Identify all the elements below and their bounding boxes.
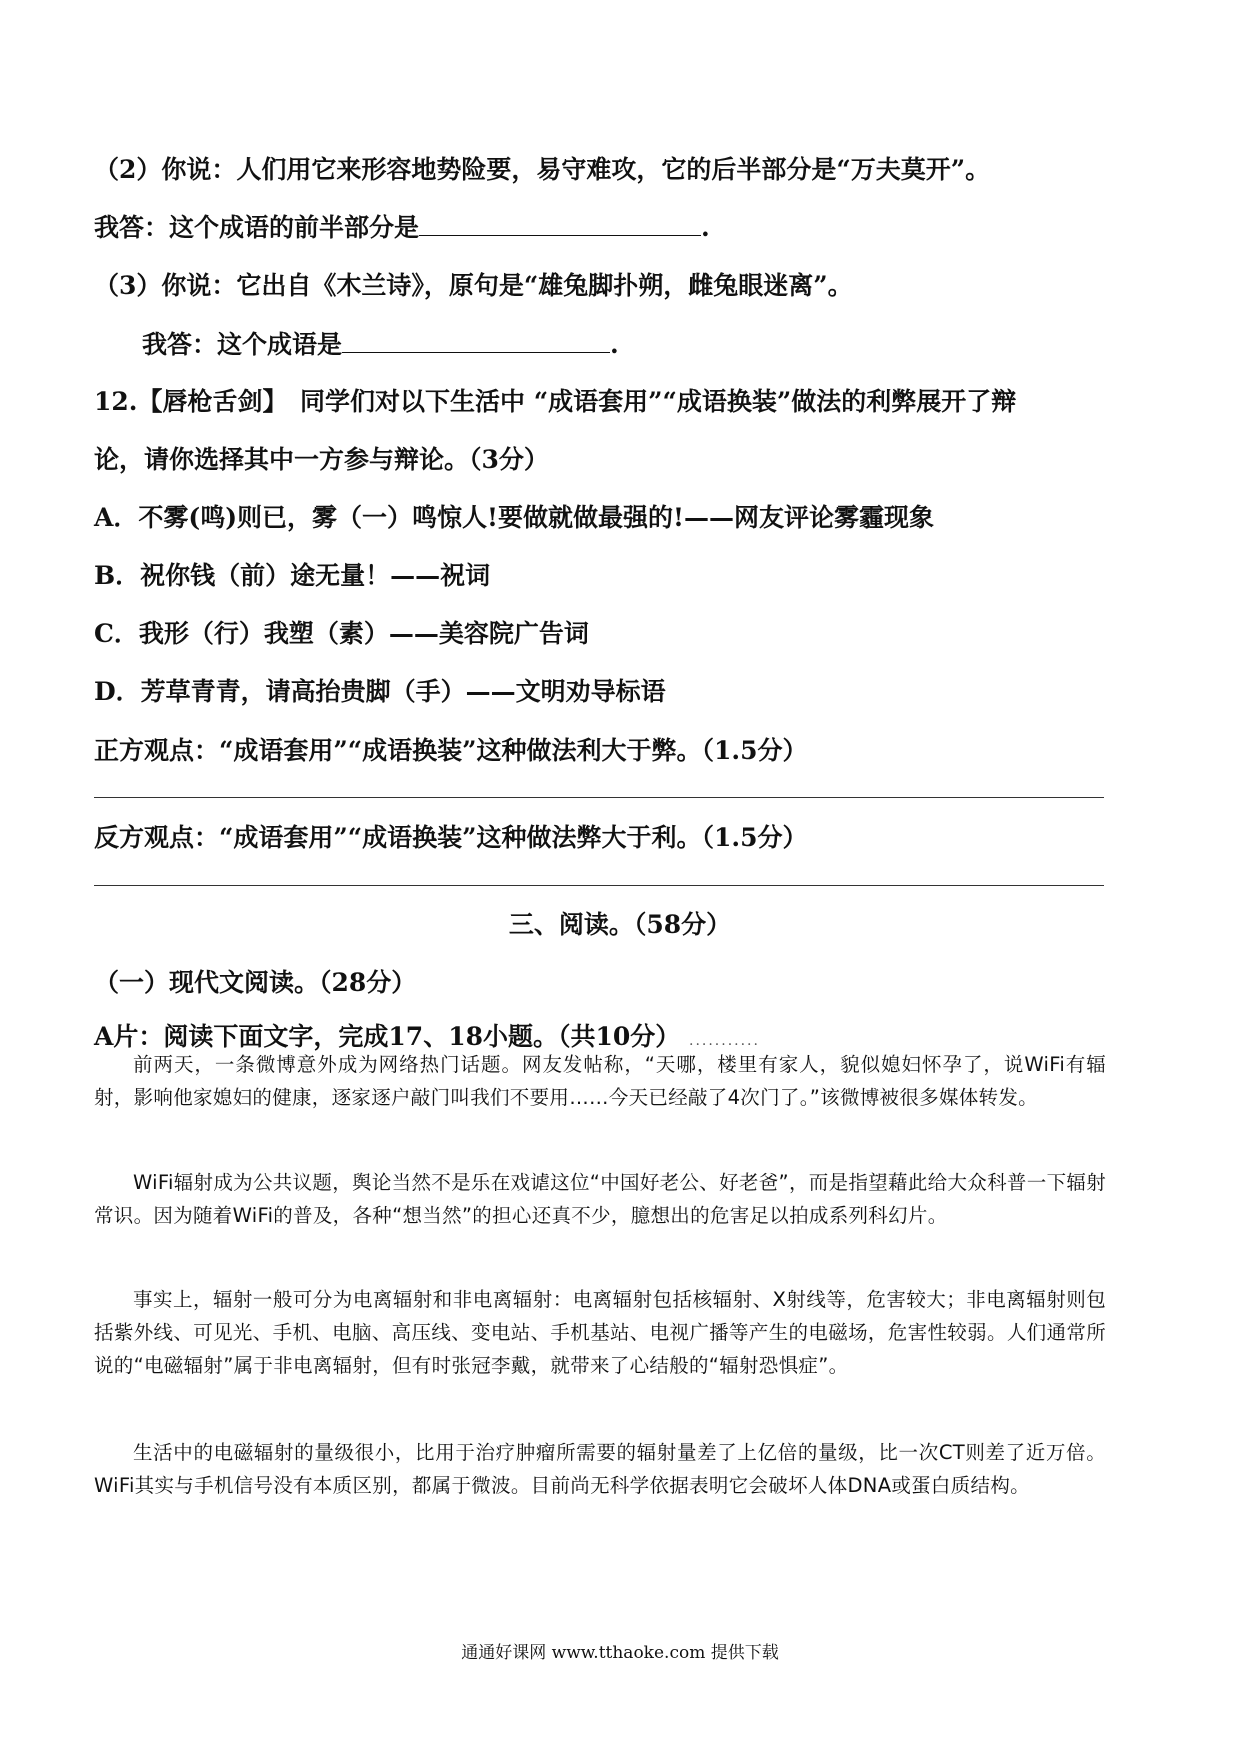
con-viewpoint: 反方观点：“成语套用”“成语换装”这种做法弊大于利。（1.5分） bbox=[94, 823, 808, 852]
passage-paragraph-2: WiFi辐射成为公共议题，舆论当然不是乐在戏谑这位“中国好老公、好老爸”，而是指望藉此给大众科普一下辐射常识。因为随着WiFi的普及，各种“想当然”的担心还真不少，臆想出的危害足以拍成系列科幻片。 bbox=[94, 1171, 1106, 1227]
question-3-answer-end: . bbox=[610, 330, 619, 359]
pro-viewpoint: 正方观点：“成语套用”“成语换装”这种做法利大于弊。（1.5分） bbox=[94, 736, 808, 765]
question-12-option-a: A．不雾(鸣)则已，雾（一）鸣惊人!要做就做最强的!——网友评论雾霾现象 bbox=[94, 503, 935, 532]
part-a-instructions: A片：阅读下面文字，完成17、18小题。（共10分） bbox=[94, 1022, 681, 1051]
section-3-title: 三、阅读。（58分） bbox=[508, 910, 732, 939]
page-footer: 通通好课网 www.tthaoke.com 提供下载 bbox=[461, 1643, 779, 1663]
question-3-answer-blank[interactable] bbox=[342, 330, 610, 353]
question-3-prompt: （3）你说：它出自《木兰诗》，原句是“雄兔脚扑朔，雌兔眼迷离”。 bbox=[94, 271, 853, 300]
question-3-answer bbox=[142, 325, 619, 361]
question-3-answer-label: 我答：这个成语是 bbox=[142, 330, 343, 359]
question-2-answer-blank[interactable] bbox=[419, 213, 701, 236]
question-12-option-d: D．芳草青青，请高抬贵脚（手）——文明劝导标语 bbox=[94, 677, 666, 706]
con-answer-line[interactable] bbox=[94, 885, 1104, 886]
question-12-line-1: 12.【唇枪舌剑】 同学们对以下生活中 “成语套用”“成语换装”做法的利弊展开了辩 bbox=[94, 387, 1017, 416]
pro-answer-line[interactable] bbox=[94, 797, 1104, 798]
part-a-dots: ........... bbox=[689, 1033, 760, 1049]
question-12-line-2: 论，请你选择其中一方参与辩论。（3分） bbox=[94, 445, 549, 474]
passage-paragraph-1: 前两天，一条微博意外成为网络热门话题。网友发帖称，“天哪，楼里有家人，貌似媳妇怀孕了，说WiFi有辐射，影响他家媳妇的健康，逐家逐户敲门叫我们不要用……今天已经敲了4次门了。”该微博被很多媒体转发。 bbox=[94, 1053, 1106, 1109]
passage-paragraph-3: 事实上，辐射一般可分为电离辐射和非电离辐射：电离辐射包括核辐射、X射线等，危害较大；非电离辐射则包括紫外线、可见光、手机、电脑、高压线、变电站、手机基站、电视广播等产生的电磁场，危害性较弱。人们通常所说的“电磁辐射”属于非电离辐射，但有时张冠李戴，就带来了心结般的“辐射恐惧症”。 bbox=[94, 1288, 1106, 1377]
question-12-option-b: B．祝你钱（前）途无量！——祝词 bbox=[94, 561, 491, 590]
modern-reading-heading: （一）现代文阅读。（28分） bbox=[94, 968, 417, 997]
question-2-answer-label: 我答：这个成语的前半部分是 bbox=[94, 213, 420, 242]
question-12-option-c: C．我形（行）我塑（素）——美容院广告词 bbox=[94, 619, 589, 648]
question-2-answer-end: . bbox=[701, 213, 710, 242]
question-2-prompt: （2）你说：人们用它来形容地势险要，易守难攻，它的后半部分是“万夫莫开”。 bbox=[94, 155, 991, 184]
question-2-answer bbox=[94, 208, 710, 244]
passage-paragraph-4: 生活中的电磁辐射的量级很小，比用于治疗肿瘤所需要的辐射量差了上亿倍的量级，比一次CT则差了近万倍。WiFi其实与手机信号没有本质区别，都属于微波。目前尚无科学依据表明它会破坏人体DNA或蛋白质结构。 bbox=[94, 1441, 1106, 1497]
